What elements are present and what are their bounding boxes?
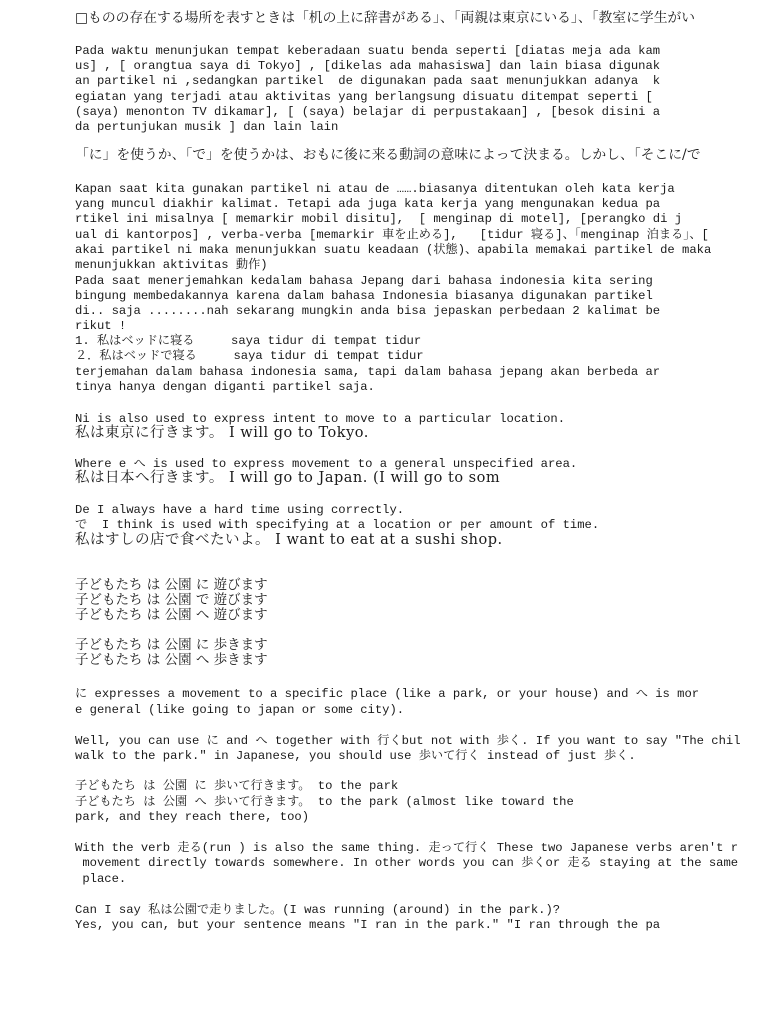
example-sentence: 子どもたち は 公園 へ 遊びます: [75, 607, 268, 623]
paragraph-jp-location-intro: □ものの存在する場所を表すときは「机の上に辞書がある」、「両親は東京にいる」、「教室に学生がい: [75, 10, 696, 26]
text-line: terjemahan dalam bahasa indonesia sama, tapi dalam bahasa jepang akan berbeda ar: [75, 365, 661, 379]
text-line: Well, you can use に and へ together with 行くbut not with 歩く. If you want to say "The chil: [75, 734, 741, 748]
text-line: Can I say 私は公園で走りました。(I was running (around) in the park.)?: [75, 903, 561, 917]
text-line: bingung membedakannya karena dalam bahasa Indonesia biasanya digunakan partikel: [75, 289, 653, 303]
example-sentence: 子どもたち は 公園 に 遊びます: [75, 577, 268, 593]
text-line: ual di kantorpos] , verba-verba [memarkir 車を止める], [tidur 寝る]、「menginap 泊まる」、[: [75, 228, 709, 242]
example-sentence: 私は日本へ行きます。 I will go to Japan. (I will go to som: [75, 470, 501, 486]
example-sentence: ２．私はベッドで寝る saya tidur di tempat tidur: [75, 349, 424, 363]
paragraph-jp-ni-de: 「に」を使うか、「で」を使うかは、おもに後に来る動詞の意味によって決まる。しかし、「そこに/で: [75, 147, 701, 163]
text-line: rikut !: [75, 319, 127, 333]
example-sentence: 子どもたち は 公園 へ 歩いて行きます。 to the park (almost like toward the: [75, 795, 574, 809]
text-line: park, and they reach there, too): [75, 810, 310, 824]
text-line: Pada waktu menunjukan tempat keberadaan suatu benda seperti [diatas meja ada kam: [75, 44, 661, 58]
text-line: に expresses a movement to a specific place (like a park, or your house) and へ is mor: [75, 687, 700, 701]
text-line: place.: [75, 872, 127, 886]
example-sentence: 子どもたち は 公園 に 歩いて行きます。 to the park: [75, 779, 399, 793]
text-line: menunjukkan aktivitas 動作): [75, 258, 268, 272]
text-line: walk to the park." in Japanese, you should use 歩いて行く instead of just 歩く.: [75, 749, 636, 763]
text-line: di.. saja ........nah sekarang mungkin anda bisa jepaskan perbedaan 2 kalimat be: [75, 304, 661, 318]
text-line: Kapan saat kita gunakan partikel ni atau de …….biasanya ditentukan oleh kata kerja: [75, 182, 675, 196]
text-line: da pertunjukan musik ] dan lain lain: [75, 120, 339, 134]
text-line: yang muncul diakhir kalimat. Tetapi ada juga kata kerja yang mengunakan kedua pa: [75, 197, 661, 211]
text-line: tinya hanya dengan diganti partikel saja.: [75, 380, 375, 394]
text-line: e general (like going to japan or some city).: [75, 703, 405, 717]
text-line: Yes, you can, but your sentence means "I ran in the park." "I ran through the pa: [75, 918, 661, 932]
example-sentence: 1. 私はベッドに寝る saya tidur di tempat tidur: [75, 334, 422, 348]
example-sentence: 子どもたち は 公園 に 歩きます: [75, 637, 268, 653]
text-line: (saya) menonton TV dikamar], [ (saya) belajar di perpustakaan] , [besok disini a: [75, 105, 661, 119]
text-line: us] , [ orangtua saya di Tokyo] , [dikelas ada mahasiswa] dan lain biasa digunak: [75, 59, 661, 73]
text-line: With the verb 走る(run ) is also the same thing. 走って行く These two Japanese verbs aren't r: [75, 841, 739, 855]
text-line: で I think is used with specifying at a location or per amount of time.: [75, 518, 600, 532]
example-sentence: 子どもたち は 公園 へ 歩きます: [75, 652, 268, 668]
text-line: akai partikel ni maka menunjukkan suatu keadaan (状態)、apabila memakai partikel de maka: [75, 243, 712, 257]
example-sentence: 私はすしの店で食べたいよ。 I want to eat at a sushi shop.: [75, 532, 503, 548]
text-line: De I always have a hard time using correctly.: [75, 503, 405, 517]
text-line: an partikel ni ,sedangkan partikel de digunakan pada saat menunjukkan adanya k: [75, 74, 661, 88]
text-line: egiatan yang terjadi atau aktivitas yang berlangsung disuatu ditempat seperti [: [75, 90, 653, 104]
text-line: Pada saat menerjemahkan kedalam bahasa Jepang dari bahasa indonesia kita sering: [75, 274, 653, 288]
example-sentence: 私は東京に行きます。 I will go to Tokyo.: [75, 425, 369, 441]
text-line: movement directly towards somewhere. In other words you can 歩くor 走る staying at the same: [75, 856, 739, 870]
example-sentence: 子どもたち は 公園 で 遊びます: [75, 592, 268, 608]
text-line: Where e へ is used to express movement to a general unspecified area.: [75, 457, 578, 471]
text-line: Ni is also used to express intent to move to a particular location.: [75, 412, 566, 426]
text-line: rtikel ini misalnya [ memarkir mobil disitu], [ menginap di motel], [perangko di j: [75, 212, 683, 226]
